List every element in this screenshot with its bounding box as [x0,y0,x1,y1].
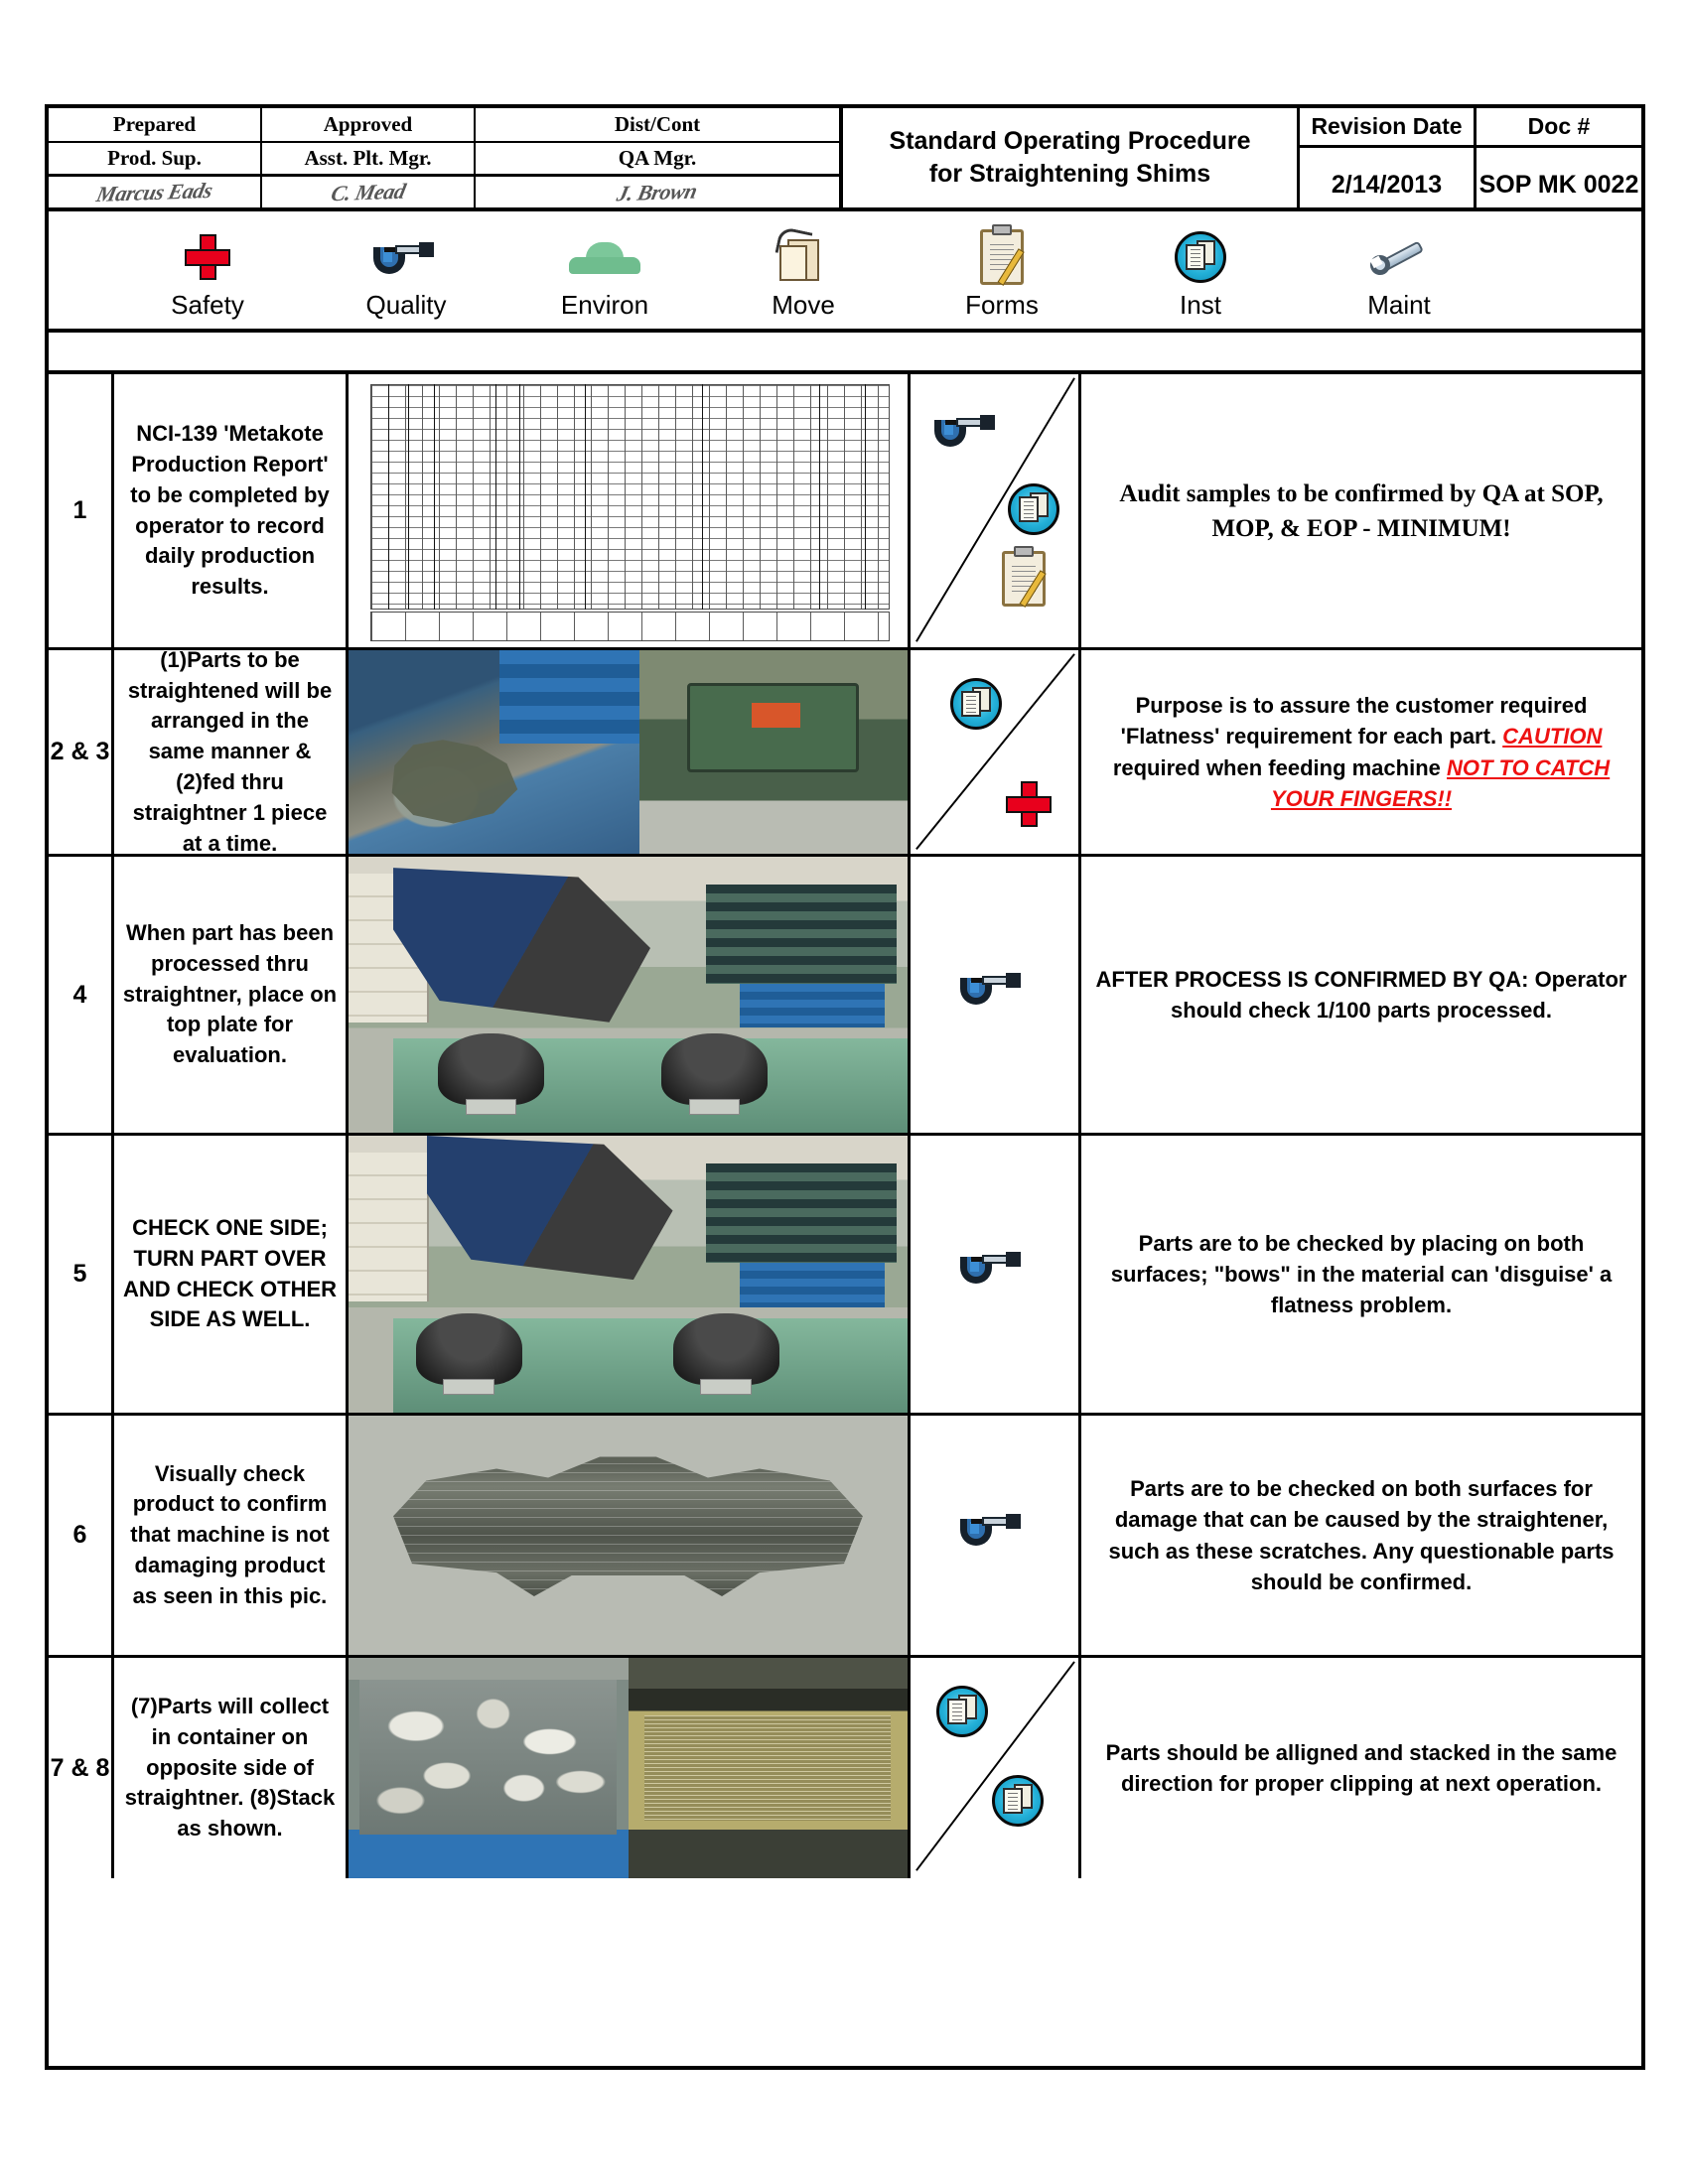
sop-document [45,104,1645,2070]
note-text-part: required when feeding machine [1112,754,1447,780]
approved-title: Asst. Plt. Mgr. [262,143,476,174]
approval-signature-row [49,177,839,207]
step-description: When part has been processed thru straightner, place on top plate for evaluation. [114,857,349,1133]
prepared-title: Prod. Sup. [49,143,262,174]
step-icon-cell [911,374,1081,647]
note-text-part: Purpose is to assure the customer required 'Flatness' requirement for each part. [1120,693,1588,750]
document-title [843,108,1300,207]
step-icon-cell [911,1658,1081,1878]
caution-text: NOT TO CATCH YOUR FINGERS!! [1270,754,1611,811]
photo-shim-with-scratches [349,1416,908,1655]
step-note: AFTER PROCESS IS CONFIRMED BY QA: Operator should check 1/100 parts processed. [1095,966,1627,1023]
revision-date-value: 2/14/2013 [1300,148,1477,207]
category-inst [1101,224,1300,329]
document-title-line1: Standard Operating Procedure [889,127,1251,155]
approval-role-row [49,108,839,143]
blue-documents-icon [1008,483,1059,535]
dist-cont-signature [476,177,839,207]
approved-label: Approved [262,108,476,141]
table-row [49,857,1641,1136]
caution-text: CAUTION [1502,724,1603,750]
step-number: 5 [49,1136,114,1413]
step-number: 1 [49,374,114,647]
document-meta-labels [1300,108,1641,148]
blue-documents-icon [1175,224,1226,290]
category-forms-label: Forms [965,290,1039,320]
signature-mark: Marcus Eads [93,177,215,206]
table-row [49,646,1641,857]
category-maint-label: Maint [1367,290,1431,320]
category-quality [307,224,505,329]
clipboard-pencil-icon [980,224,1024,290]
doc-number-value: SOP MK 0022 [1478,171,1639,199]
photo-stacked-parts [629,1658,909,1878]
prepared-signature [49,177,262,207]
doc-number-label: Doc # [1527,113,1591,139]
approval-title-row [49,143,839,177]
table-row [49,374,1641,650]
step-description: CHECK ONE SIDE; TURN PART OVER AND CHECK OTHER SIDE AS WELL. [114,1136,349,1413]
step-note: Parts are to be checked on both surfaces for damage that can be caused by the straightener, such as these scratches. Any questionable parts should be confirmed. [1108,1476,1615,1594]
signature-mark: J. Brown [615,178,700,205]
nci-139-form-scan [349,374,908,647]
prepared-label: Prepared [49,108,262,141]
step-description: (1)Parts to be straightened will be arranged in the same manner & (2)fed thru straightner 1 piece at a time. [114,650,349,854]
step-description: (7)Parts will collect in container on opposite side of straightner. (8)Stack as shown. [114,1658,349,1878]
step-note: Parts are to be checked by placing on both surfaces; "bows" in the material can 'disguise' a flatness problem. [1110,1230,1613,1318]
step-description: NCI-139 'Metakote Production Report' to be completed by operator to record daily production results. [114,374,349,647]
photo-gloved-hands-parts [349,650,639,854]
document-header [49,108,1641,211]
category-forms [903,224,1101,329]
procedure-step-table [49,374,1641,1878]
category-inst-label: Inst [1180,290,1221,320]
step-number: 2 & 3 [49,650,114,854]
step-image-loading-parts [349,650,911,854]
category-safety-label: Safety [171,290,244,320]
micrometer-icon [373,224,439,290]
category-move-label: Move [772,290,835,320]
step-image-turn-part-over [349,1136,911,1413]
red-cross-icon [185,224,230,290]
step-note: Audit samples to be confirmed by QA at SOP, MOP, & EOP - MINIMUM! [1119,479,1604,542]
step-number: 4 [49,857,114,1133]
micrometer-icon [960,970,1026,1006]
category-quality-label: Quality [365,290,447,320]
photo-parts-in-bin [349,1658,629,1878]
red-cross-icon [1006,781,1052,827]
step-icon-cell [911,857,1081,1133]
table-row [49,1136,1641,1416]
blue-documents-icon [950,678,1002,730]
blue-documents-icon [992,1775,1044,1827]
step-icon-cell [911,1136,1081,1413]
document-meta-values [1300,148,1641,207]
step-icon-cell [911,650,1081,854]
micrometer-icon [960,1249,1026,1285]
clipboard-pencil-icon [1002,551,1046,607]
category-safety [108,224,307,329]
dist-cont-label: Dist/Cont [614,112,701,136]
category-environ-label: Environ [560,290,649,320]
step-image-top-plate [349,857,911,1133]
table-row [49,1658,1641,1878]
table-row [49,1416,1641,1658]
micrometer-icon [960,1511,1026,1547]
step-description: Visually check product to confirm that machine is not damaging product as seen in this pic. [114,1416,349,1655]
signature-mark: C. Mead [328,178,408,205]
photo-turning-part-over [349,1136,908,1413]
document-meta [1300,108,1641,207]
step-note: Parts should be alligned and stacked in the same direction for proper clipping at next operation. [1105,1739,1618,1796]
category-move [704,224,903,329]
step-image-scratched-shim [349,1416,911,1655]
photo-placing-part-on-plate [349,857,908,1133]
photo-straightener-machine [639,650,908,854]
revision-date-label: Revision Date [1300,108,1477,145]
category-icon-strip [49,211,1641,333]
green-car-icon [569,224,640,290]
blue-documents-icon [936,1686,988,1737]
step-icon-cell [911,1416,1081,1655]
step-number: 7 & 8 [49,1658,114,1878]
wrench-icon [1370,224,1428,290]
separator-row [49,333,1641,374]
category-environ [505,224,704,329]
approved-signature [262,177,476,207]
step-image-form-scan [349,374,911,647]
dist-cont-title: QA Mgr. [618,146,697,170]
step-number: 6 [49,1416,114,1655]
micrometer-icon [934,412,1000,448]
document-title-line2: for Straightening Shims [928,160,1211,188]
move-papers-icon [775,224,831,290]
step-note [1081,650,1641,854]
category-maint [1300,224,1498,329]
approval-block [49,108,843,207]
step-image-bin-and-stack [349,1658,911,1878]
